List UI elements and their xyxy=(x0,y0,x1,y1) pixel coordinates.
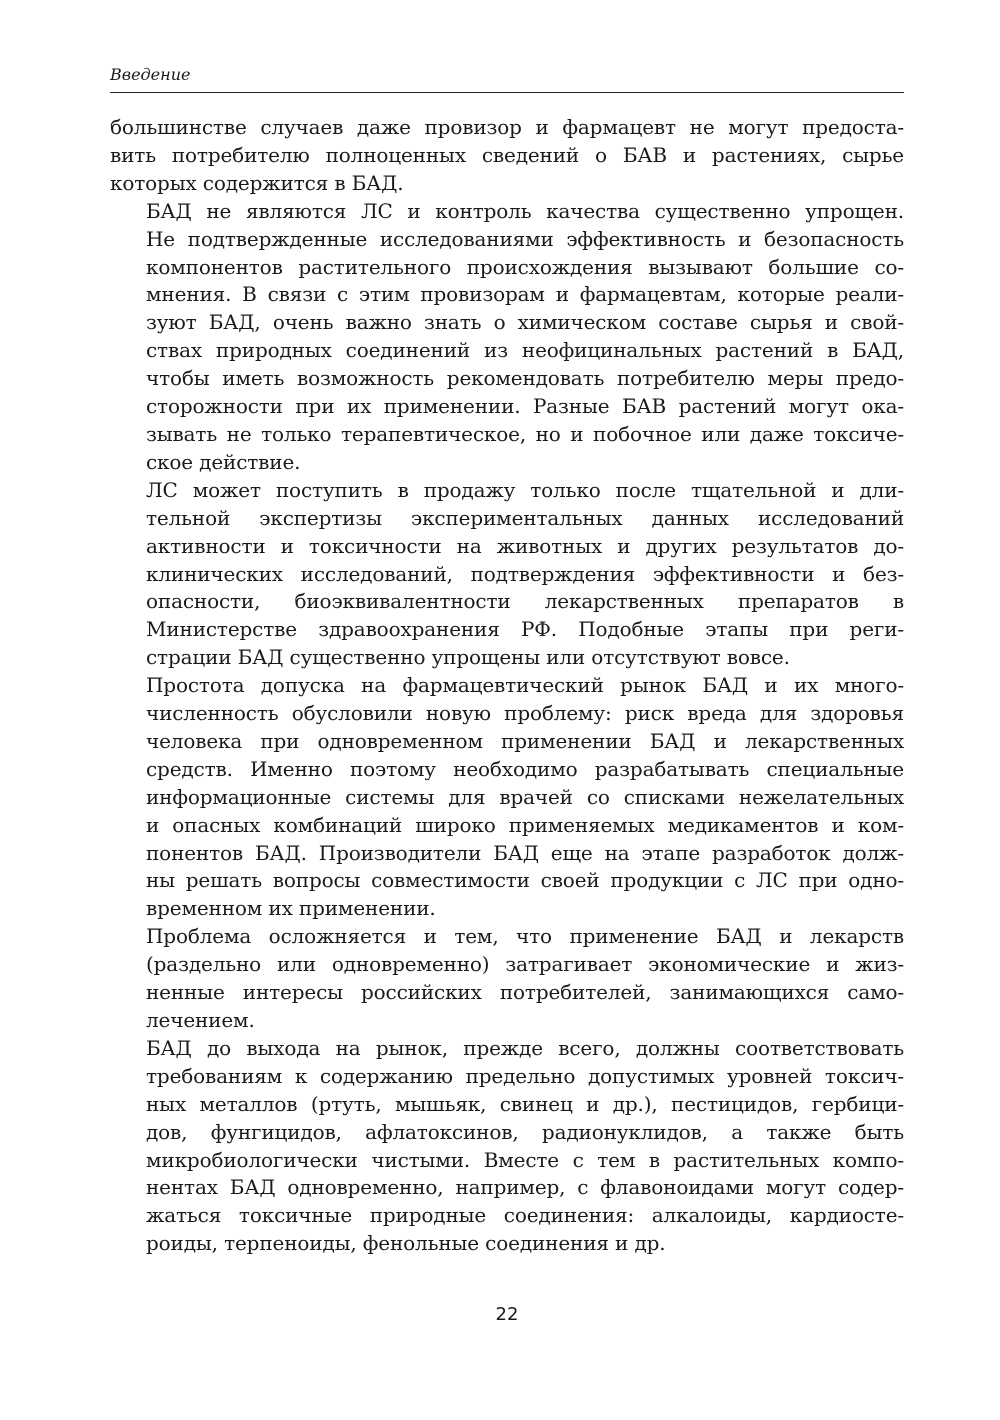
paragraph-3 xyxy=(110,477,904,672)
section-title: Введение xyxy=(110,65,191,84)
text-line: вить потребителю полноценных сведений о БАВ и растениях, сырье xyxy=(110,142,904,167)
paragraph-5 xyxy=(110,923,904,1035)
text-line: Проблема осложняется и тем, что применение БАД и лекарств xyxy=(146,924,904,949)
text-line: опасности, биоэквивалентности лекарственных препаратов в xyxy=(146,589,904,614)
text-line: информационные системы для врачей со списками нежелательных xyxy=(146,784,904,809)
text-line: мнения. В связи с этим провизорам и фармацевтам, которые реали- xyxy=(146,282,904,307)
text-line: клинических исследований, подтверждения эффективности и без- xyxy=(146,561,904,586)
text-line: человека при одновременном применении БАД и лекарственных xyxy=(146,728,904,753)
text-line: зуют БАД, очень важно знать о химическом составе сырья и свой- xyxy=(146,310,904,335)
text-line: страции БАД существенно упрощены или отсутствуют вовсе. xyxy=(146,645,790,670)
text-line: требованиям к содержанию предельно допустимых уровней токсич- xyxy=(146,1063,904,1088)
text-line: и опасных комбинаций широко применяемых медикаментов и ком- xyxy=(146,812,904,837)
text-line: временном их применении. xyxy=(146,896,436,921)
text-line: активности и токсичности на животных и других результатов до- xyxy=(146,533,904,558)
text-line: БАД не являются ЛС и контроль качества существенно упрощен. xyxy=(146,198,904,223)
text-line: понентов БАД. Производители БАД еще на этапе разработок долж- xyxy=(146,840,904,865)
text-line: роиды, терпеноиды, фенольные соединения и др. xyxy=(146,1231,666,1256)
text-line: сторожности при их применении. Разные БАВ растений могут ока- xyxy=(146,394,904,419)
text-line: чтобы иметь возможность рекомендовать потребителю меры предо- xyxy=(146,366,904,391)
text-line: БАД до выхода на рынок, прежде всего, должны соответствовать xyxy=(146,1035,904,1060)
text-line: ЛС может поступить в продажу только после тщательной и дли- xyxy=(146,477,904,502)
text-line: дов, фунгицидов, афлатоксинов, радионуклидов, а также быть xyxy=(146,1119,904,1144)
text-line: ствах природных соединений из неофицинальных растений в БАД, xyxy=(146,338,904,363)
text-line: средств. Именно поэтому необходимо разрабатывать специальные xyxy=(146,756,904,781)
text-line: Министерстве здравоохранения РФ. Подобные этапы при реги- xyxy=(146,617,904,642)
text-line: ненные интересы российских потребителей, занимающихся само- xyxy=(146,980,904,1005)
running-header xyxy=(110,64,904,93)
text-line: микробиологически чистыми. Вместе с тем в растительных компо- xyxy=(146,1147,904,1172)
text-line: большинстве случаев даже провизор и фармацевт не могут предоста- xyxy=(110,115,904,139)
book-page xyxy=(110,0,904,1420)
text-line: тельной экспертизы экспериментальных данных исследований xyxy=(146,505,904,530)
text-line: (раздельно или одновременно) затрагивает экономические и жиз- xyxy=(146,952,904,977)
text-line: Не подтвержденные исследованиями эффективность и безопасность xyxy=(146,226,904,251)
paragraph-4 xyxy=(110,672,904,923)
paragraph-1 xyxy=(110,114,904,198)
paragraph-6 xyxy=(110,1035,904,1258)
text-line: которых содержится в БАД. xyxy=(110,170,404,195)
text-line: ных металлов (ртуть, мышьяк, свинец и др.), пестицидов, гербици- xyxy=(146,1091,904,1116)
text-line: компонентов растительного происхождения вызывают большие со- xyxy=(146,254,904,279)
page-number: 22 xyxy=(495,1304,519,1325)
text-line: нентах БАД одновременно, например, с флавоноидами могут содер- xyxy=(146,1175,904,1200)
text-line: жаться токсичные природные соединения: алкалоиды, кардиосте- xyxy=(146,1203,904,1228)
text-line: лечением. xyxy=(146,1008,255,1032)
paragraph-2 xyxy=(110,198,904,477)
text-line: зывать не только терапевтическое, но и побочное или даже токсиче- xyxy=(146,421,904,446)
text-line: ское действие. xyxy=(146,449,301,474)
text-line: ны решать вопросы совместимости своей продукции с ЛС при одно- xyxy=(146,868,904,893)
text-line: численность обусловили новую проблему: риск вреда для здоровья xyxy=(146,701,904,726)
body-text xyxy=(110,114,904,1258)
text-line: Простота допуска на фармацевтический рынок БАД и их много- xyxy=(146,673,904,698)
